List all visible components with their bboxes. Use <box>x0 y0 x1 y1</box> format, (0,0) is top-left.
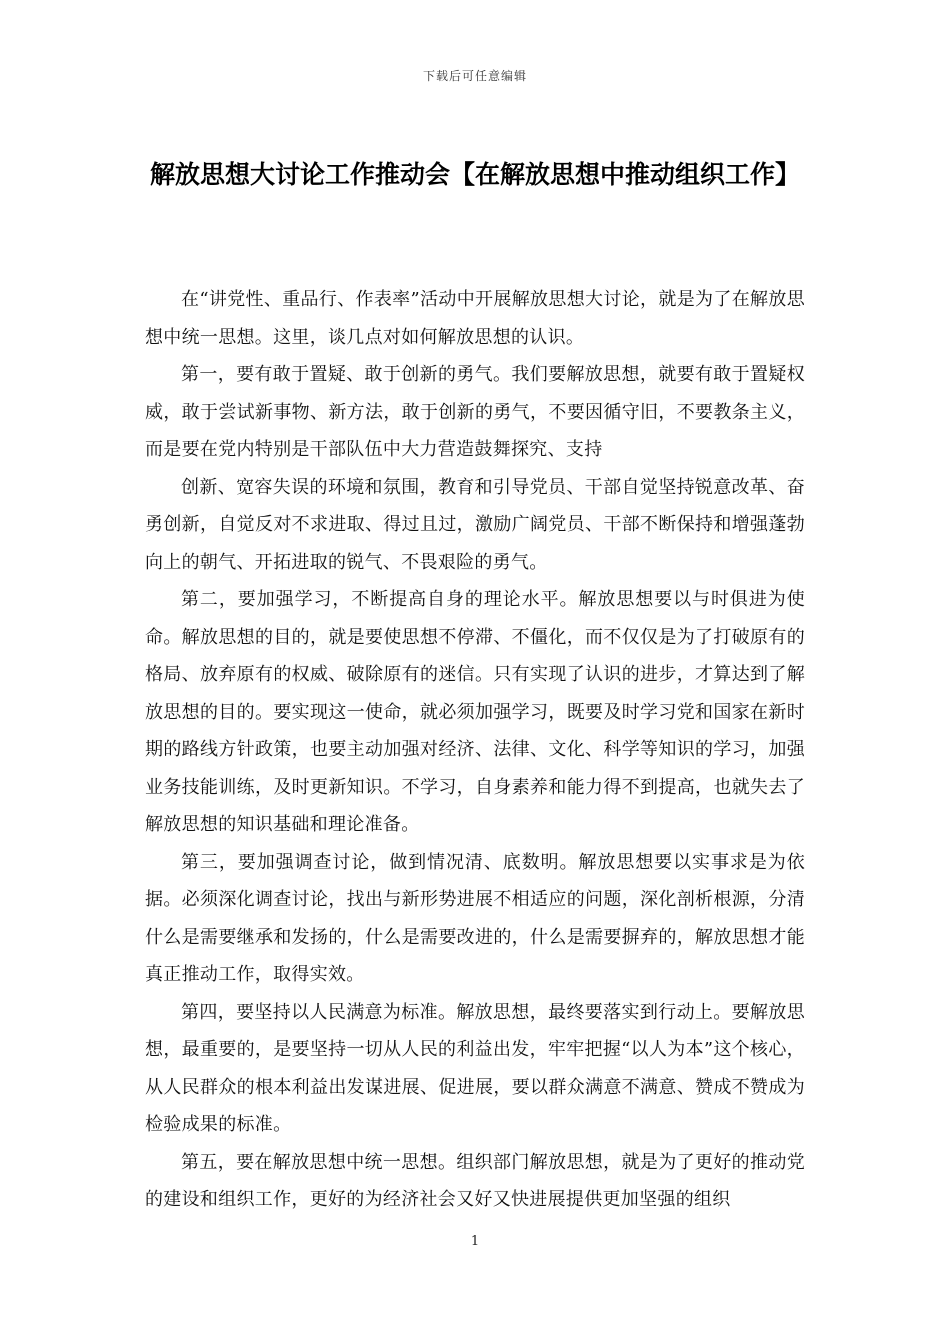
header-note: 下载后可任意编辑 <box>422 69 527 83</box>
page-number: 1 <box>470 1234 480 1249</box>
paragraph: 创新、宽容失误的环境和氛围，教育和引导党员、干部自觉坚持锐意改革、奋勇创新，自觉反对不求进取、得过且过，激励广阔党员、干部不断保持和增强蓬勃向上的朝气、开拓进取的锐气、不畏艰险的勇气。 <box>145 476 805 573</box>
paragraph: 在“讲党性、重品行、作表率”活动中开展解放思想大讨论，就是为了在解放思想中统一思想。这里，谈几点对如何解放思想的认识。 <box>145 289 805 348</box>
paragraph: 第一，要有敢于置疑、敢于创新的勇气。我们要解放思想，就要有敢于置疑权威，敢于尝试新事物、新方法，敢于创新的勇气，不要因循守旧，不要教条主义，而是要在党内特别是干部队伍中大力营造鼓舞探究、支持 <box>145 364 805 460</box>
paragraph: 第三，要加强调查讨论，做到情况清、底数明。解放思想要以实事求是为依据。必须深化调查讨论，找出与新形势进展不相适应的问题，深化剖析根源，分清什么是需要继承和发扬的，什么是需要改进的，什么是需要摒弃的，解放思想才能真正推动工作，取得实效。 <box>145 851 805 985</box>
paragraph: 第四，要坚持以人民满意为标准。解放思想，最终要落实到行动上。要解放思想，最重要的，是要坚持一切从人民的利益出发，牢牢把握“以人为本”这个核心，从人民群众的根本利益出发谋进展、促进展，要以群众满意不满意、赞成不赞成为检验成果的标准。 <box>145 1001 805 1135</box>
document-body <box>145 281 805 1219</box>
paragraph: 第五，要在解放思想中统一思想。组织部门解放思想，就是为了更好的推动党的建设和组织工作，更好的为经济社会又好又快进展提供更加坚强的组织 <box>145 1151 805 1210</box>
paragraph: 第二，要加强学习，不断提高自身的理论水平。解放思想要以与时俱进为使命。解放思想的目的，就是要使思想不停滞、不僵化，而不仅仅是为了打破原有的格局、放弃原有的权威、破除原有的迷信。只有实现了认识的进步，才算达到了解放思想的目的。要实现这一使命，就必须加强学习，既要及时学习党和国家在新时期的路线方针政策，也要主动加强对经济、法律、文化、科学等知识的学习，加强业务技能训练，及时更新知识。不学习，自身素养和能力得不到提高，也就失去了解放思想的知识基础和理论准备。 <box>145 589 805 835</box>
document-title: 解放思想大讨论工作推动会【在解放思想中推动组织工作】 <box>149 160 800 189</box>
